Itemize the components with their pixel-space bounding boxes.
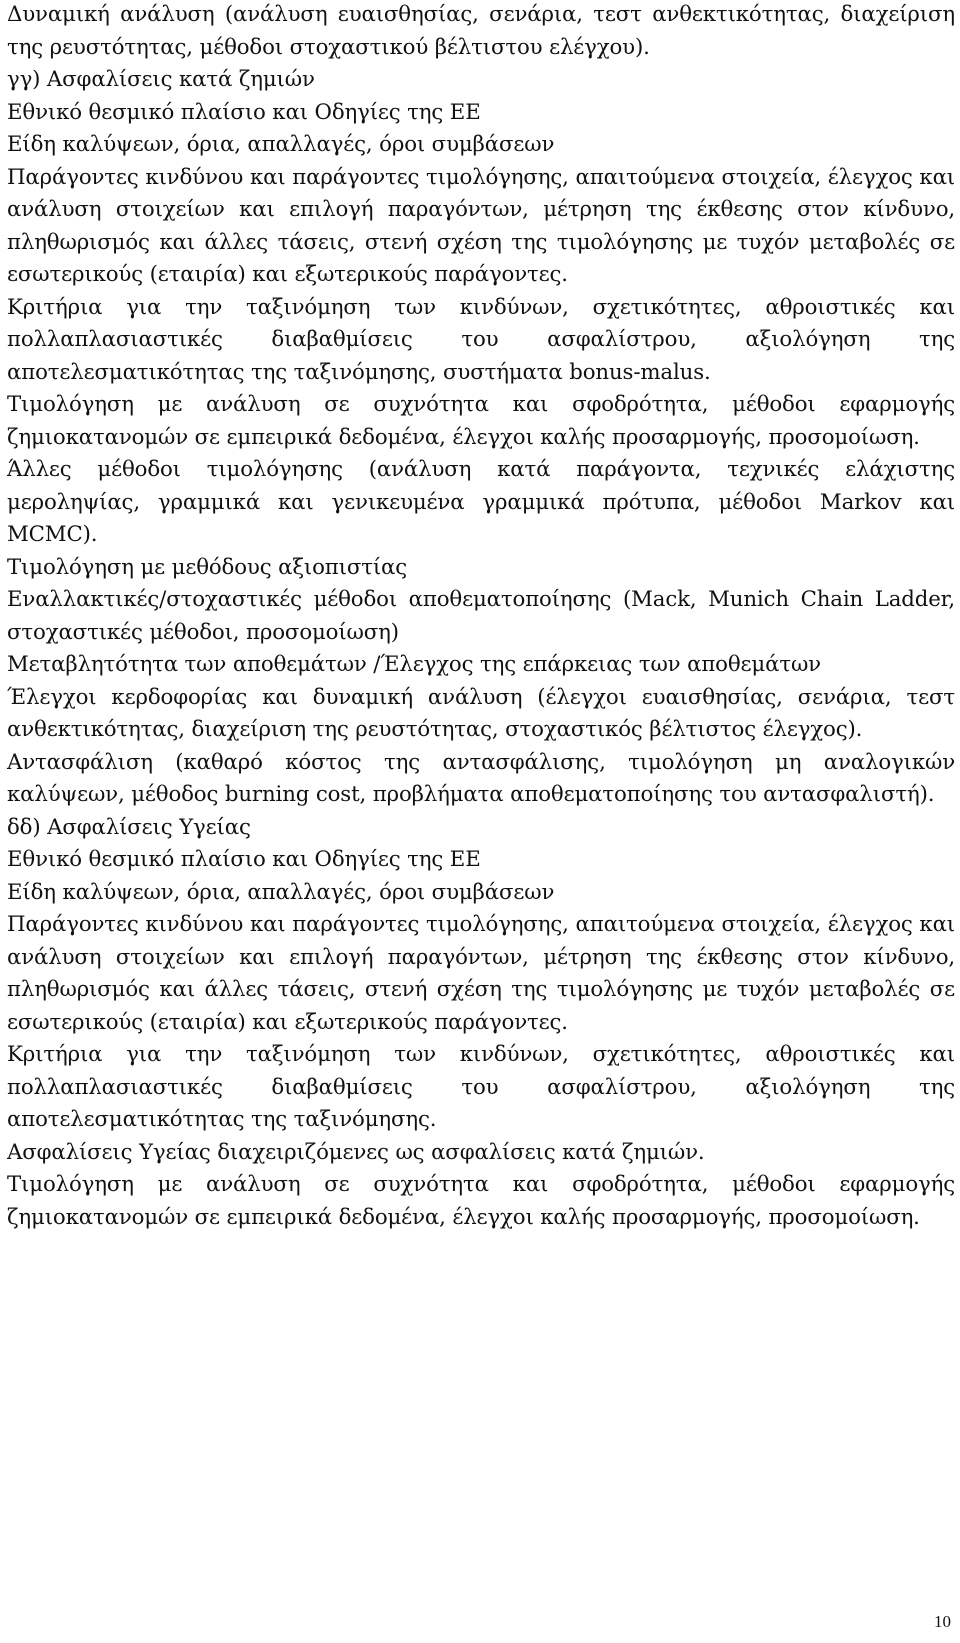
- paragraph-regulatory-framework-health: Εθνικό θεσμικό πλαίσιο και Οδηγίες της ΕΕ: [7, 847, 481, 872]
- paragraph-reserve-variability: Μεταβλητότητα των αποθεμάτων /Έλεγχος της επάρκειας των αποθεμάτων: [7, 652, 821, 677]
- paragraph-health-as-non-life: Ασφαλίσεις Υγείας διαχειριζόμενες ως ασφαλίσεις κατά ζημιών.: [7, 1139, 705, 1165]
- paragraph-reinsurance: Αντασφάλιση (καθαρό κόστος της αντασφάλισης, τιμολόγηση μη αναλογικών καλύψεων, μέθοδος burning cost, προβλήματα αποθεματοποίησης του αντασφαλιστή).: [7, 749, 955, 807]
- paragraph-other-pricing-methods: Άλλες μέθοδοι τιμολόγησης (ανάλυση κατά παράγοντα, τεχνικές ελάχιστης μεροληψίας, γραμμικά και γενικευμένα γραμμικά πρότυπα, μέθοδοι Markov και MCMC).: [7, 457, 955, 547]
- document-body: [7, 0, 955, 1234]
- paragraph-stochastic-reserving: Εναλλακτικές/στοχαστικές μέθοδοι αποθεματοποίησης (Mack, Munich Chain Ladder, στοχαστικές μέθοδοι, προσομοίωση): [7, 587, 955, 645]
- paragraph-risk-factors: Παράγοντες κινδύνου και παράγοντες τιμολόγησης, απαιτούμενα στοιχεία, έλεγχος και ανάλυση στοιχείων και επιλογή παραγόντων, μέτρηση της έκθεσης στον κίνδυνο, πληθωρισμός και άλλες τάσεις, στενή σχέση της τιμολόγησης με τυχόν μεταβολές σε εσωτερικούς (εταιρία) και εξωτερικούς παράγοντες.: [7, 164, 955, 287]
- paragraph-risk-classification: Κριτήρια για την ταξινόμηση των κινδύνων, σχετικότητες, αθροιστικές και πολλαπλασιαστικές διαβαθμίσεις του ασφαλίστρου, αξιολόγηση της αποτελεσματικότητας της ταξινόμησης, συστήματα bonus-malus.: [7, 294, 955, 385]
- paragraph-frequency-severity-pricing: Τιμολόγηση με ανάλυση σε συχνότητα και σφοδρότητα, μέθοδοι εφαρμογής ζημιοκατανομών σε εμπειρικά δεδομένα, έλεγχοι καλής προσαρμογής, προσομοίωση.: [7, 392, 955, 450]
- page-number: 10: [934, 1612, 951, 1631]
- section-heading-non-life: γγ) Ασφαλίσεις κατά ζημιών: [7, 67, 315, 92]
- paragraph-risk-classification-health: Κριτήρια για την ταξινόμηση των κινδύνων, σχετικότητες, αθροιστικές και πολλαπλασιαστικές διαβαθμίσεις του ασφαλίστρου, αξιολόγηση της αποτελεσματικότητας της ταξινόμησης.: [7, 1042, 955, 1132]
- paragraph-dynamic-analysis: Δυναμική ανάλυση (ανάλυση ευαισθησίας, σενάρια, τεστ ανθεκτικότητας, διαχείριση της ρευστότητας, μέθοδοι στοχαστικού βέλτιστου ελέγχου).: [7, 2, 955, 60]
- paragraph-coverage-types: Είδη καλύψεων, όρια, απαλλαγές, όροι συμβάσεων: [7, 132, 555, 157]
- paragraph-frequency-severity-pricing-health: Τιμολόγηση με ανάλυση σε συχνότητα και σφοδρότητα, μέθοδοι εφαρμογής ζημιοκατανομών σε εμπειρικά δεδομένα, έλεγχοι καλής προσαρμογής, προσομοίωση.: [7, 1172, 955, 1230]
- paragraph-profitability-tests: Έλεγχοι κερδοφορίας και δυναμική ανάλυση (έλεγχοι ευαισθησίας, σενάρια, τεστ ανθεκτικότητας, διαχείριση της ρευστότητας, στοχαστικός βέλτιστος έλεγχος).: [7, 684, 955, 742]
- paragraph-credibility-pricing: Τιμολόγηση με μεθόδους αξιοπιστίας: [7, 554, 408, 580]
- paragraph-regulatory-framework: Εθνικό θεσμικό πλαίσιο και Οδηγίες της ΕΕ: [7, 99, 481, 125]
- paragraph-coverage-types-health: Είδη καλύψεων, όρια, απαλλαγές, όροι συμβάσεων: [7, 879, 555, 905]
- paragraph-risk-factors-health: Παράγοντες κινδύνου και παράγοντες τιμολόγησης, απαιτούμενα στοιχεία, έλεγχος και ανάλυση στοιχείων και επιλογή παραγόντων, μέτρηση της έκθεσης στον κίνδυνο, πληθωρισμός και άλλες τάσεις, στενή σχέση της τιμολόγησης με τυχόν μεταβολές σε εσωτερικούς (εταιρία) και εξωτερικούς παράγοντες.: [7, 912, 955, 1035]
- section-heading-health: δδ) Ασφαλίσεις Υγείας: [7, 814, 251, 840]
